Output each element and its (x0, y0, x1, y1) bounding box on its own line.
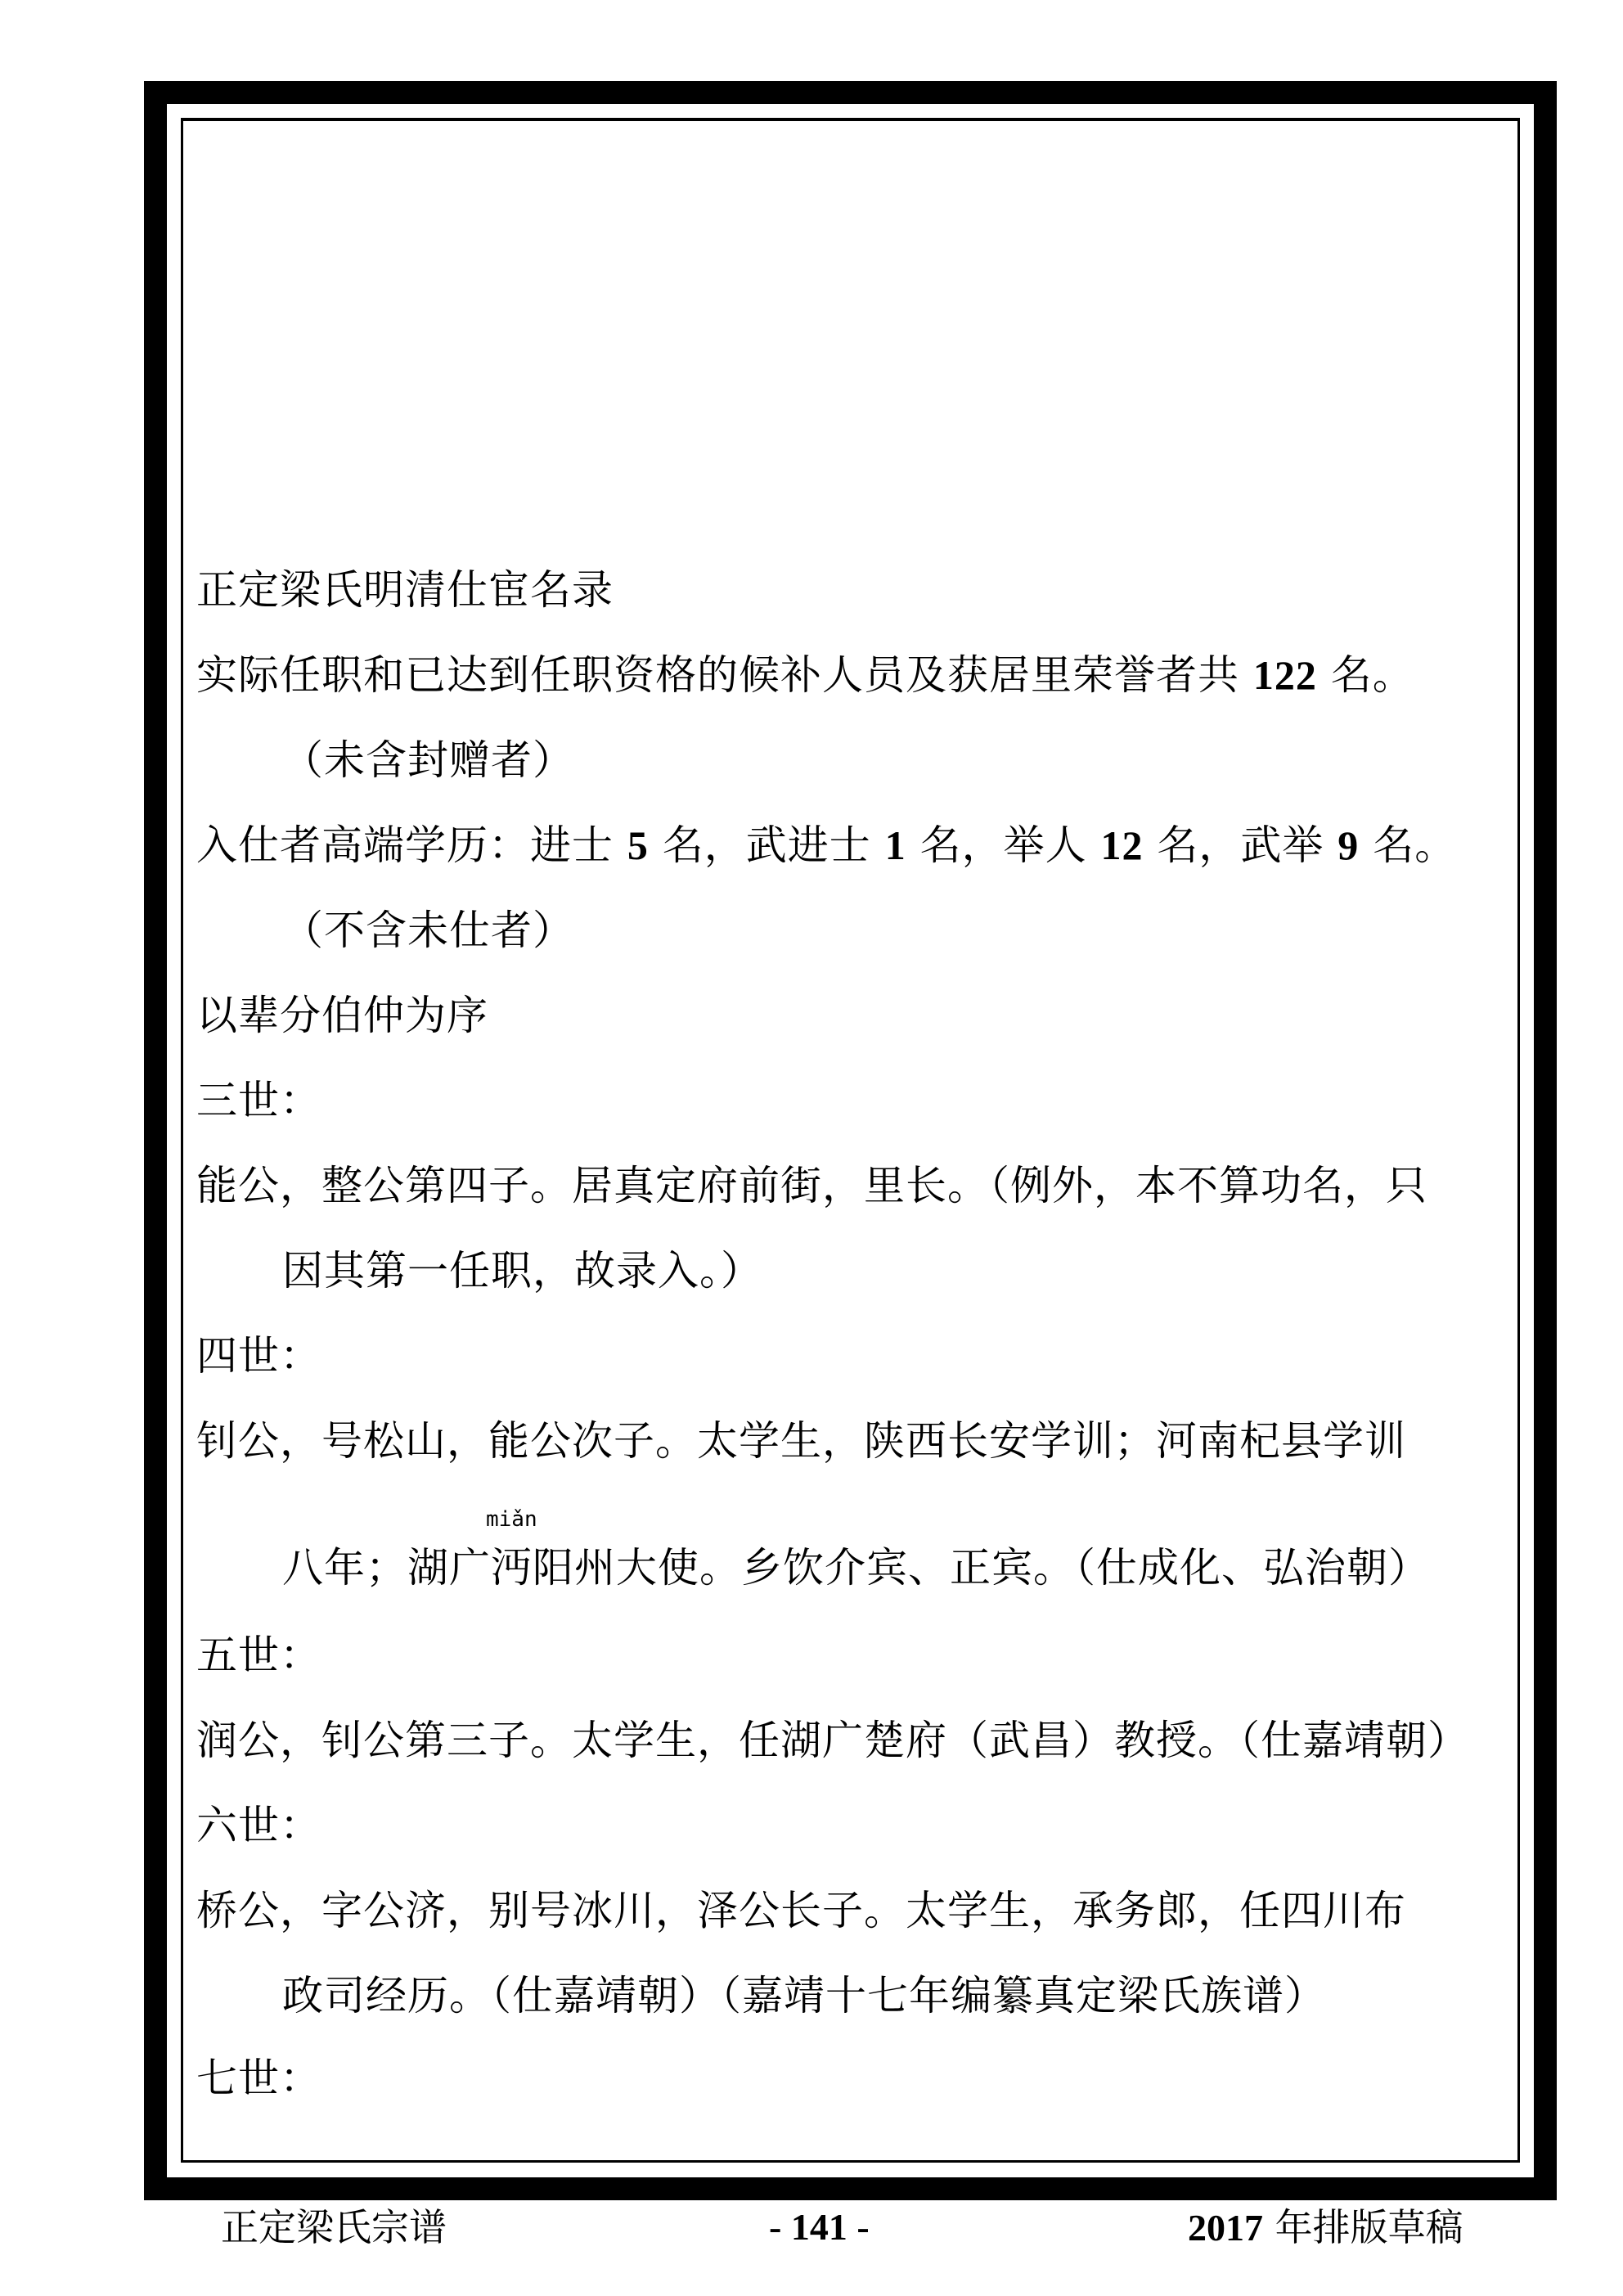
footer-draft-note (1188, 2204, 1463, 2250)
summary-text-end: 名。 (1316, 651, 1414, 699)
page-title: 正定梁氏明清仕宦名录 (196, 566, 614, 614)
summary-text: 实际任职和已达到任职资格的候补人员及获居里荣誉者共 (196, 651, 1253, 699)
generation-heading: 七世： (196, 2055, 321, 2102)
education-text: 名，武进士 (648, 822, 885, 869)
entry-line: 能公，整公第四子。居真定府前街，里长。（例外，本不算功名，只 (196, 1162, 1427, 1209)
generation-heading: 三世： (196, 1077, 321, 1124)
jinshi-count: 5 (627, 822, 649, 868)
education-text: 名，武举 (1143, 822, 1338, 869)
wuju-count: 9 (1338, 822, 1360, 868)
order-note: 以辈分伯仲为序 (196, 992, 488, 1039)
summary-note: （未含封赠者） (282, 736, 574, 784)
education-text-end: 名。 (1359, 822, 1457, 869)
footer-draft-text: 年排版草稿 (1263, 2205, 1463, 2249)
generation-heading: 四世： (196, 1332, 321, 1380)
summary-line (196, 651, 1414, 700)
entry-line: 润公，钊公第三子。太学生，任湖广楚府（武昌）教授。（仕嘉靖朝） (196, 1717, 1469, 1764)
entry-line: 钊公，号松山，能公次子。太学生，陕西长安学训；河南杞县学训 (196, 1417, 1406, 1465)
footer-year: 2017 (1188, 2207, 1263, 2249)
education-text: 名，举人 (906, 822, 1101, 869)
page-number: - 141 - (769, 2206, 870, 2248)
entry-continuation: 八年；湖广沔阳州大使。乡饮介宾、正宾。（仕成化、弘治朝） (282, 1544, 1430, 1591)
wujinshi-count: 1 (884, 822, 906, 868)
education-line (196, 821, 1456, 870)
juren-count: 12 (1100, 822, 1144, 868)
page-inner-border (181, 118, 1520, 2163)
education-note: （不含未仕者） (282, 907, 574, 954)
total-count: 122 (1252, 652, 1317, 698)
entry-continuation: 因其第一任职，故录入。） (282, 1247, 762, 1294)
generation-heading: 六世： (196, 1802, 321, 1849)
entry-continuation: 政司经历。（仕嘉靖朝）（嘉靖十七年编纂真定梁氏族谱） (282, 1972, 1326, 2019)
pinyin-annotation: miǎn (486, 1507, 537, 1532)
generation-heading: 五世： (196, 1632, 321, 1679)
footer-book-title: 正定梁氏宗谱 (221, 2205, 447, 2249)
entry-line: 桥公，字公济，别号冰川，泽公长子。太学生，承务郎，任四川布 (196, 1887, 1406, 1934)
education-text: 入仕者高端学历：进士 (196, 822, 627, 869)
